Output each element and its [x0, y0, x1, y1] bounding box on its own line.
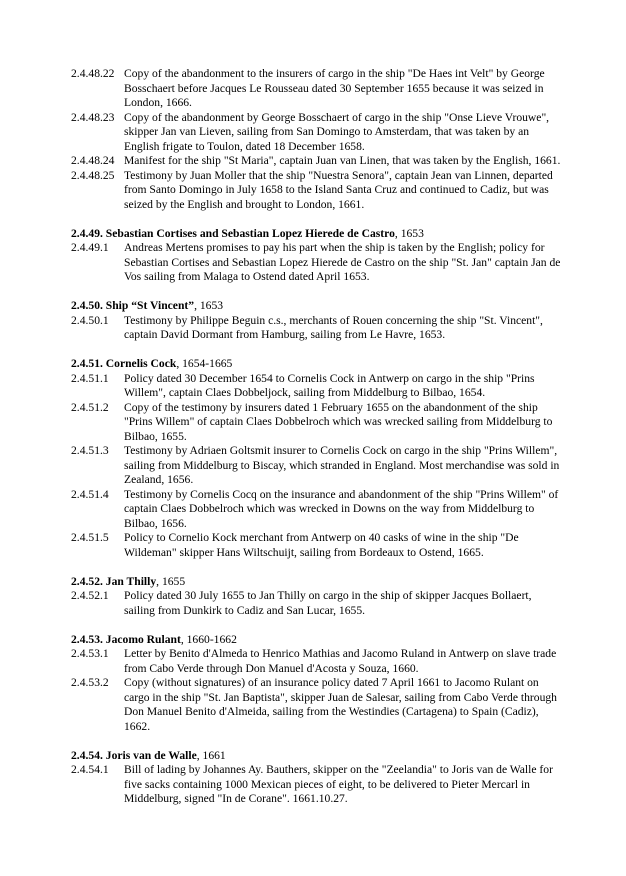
section-years: , 1660-1662 [180, 632, 237, 646]
section-2-4-52 [71, 575, 563, 619]
section-title: 2.4.54. Joris van de Walle [71, 748, 197, 762]
section-heading [71, 749, 563, 764]
section-title: 2.4.51. Cornelis Cock [71, 357, 177, 370]
continuation-block [71, 67, 563, 212]
entry-text: Manifest for the ship "St Maria", captain Juan van Linen, that was taken by the English, 1661. [124, 154, 561, 167]
section-2-4-49 [71, 227, 563, 285]
entry-row [71, 676, 563, 734]
section-heading [71, 299, 563, 314]
entry-text: Andreas Mertens promises to pay his part when the ship is taken by the English; policy for Sebastian Cortises and Sebastian Lopez Hierede de Castro on the ship "St. Jan" captain Jan de Vos sailing from Malaga to Ostend dated April 1653. [124, 241, 561, 283]
section-title: 2.4.52. Jan Thilly [71, 574, 157, 588]
entry-code: 2.4.51.1 [71, 371, 109, 385]
entry-code: 2.4.51.3 [71, 444, 109, 457]
section-2-4-53 [71, 633, 563, 735]
entry-row [71, 647, 563, 676]
section-heading [71, 633, 563, 648]
entry-code: 2.4.54.1 [71, 763, 109, 776]
section-heading [71, 575, 563, 590]
entry-text: Copy of the abandonment to the insurers of cargo in the ship "De Haes int Velt" by George Bosschaert before Jacques Le Rousseau dated 30 September 1655 because it was seized in London, 1666. [124, 67, 545, 109]
document-page [71, 67, 563, 807]
section-title: 2.4.50. Ship “St Vincent” [71, 299, 195, 312]
entry-text: Policy dated 30 July 1655 to Jan Thilly on cargo in the ship of skipper Jacques Bollaert, sailing from Dunkirk to Cadiz and San Lucar, 1655. [124, 589, 532, 617]
section-heading [71, 357, 563, 372]
entry-row [71, 169, 563, 213]
entry-text: Testimony by Cornelis Cocq on the insurance and abandonment of the ship "Prins Willem" of captain Claes Dobbelroch which was wrecked in Downs on the way from Middelburg to Bilbao, 1656. [124, 487, 559, 530]
section-years: , 1654-1665 [176, 357, 233, 370]
section-years: , 1653 [394, 226, 424, 240]
entry-row [71, 488, 563, 532]
entry-text: Testimony by Philippe Beguin c.s., merchants of Rouen concerning the ship "St. Vincent", captain David Dormant from Hamburg, sailing from Le Havre, 1653. [124, 313, 543, 341]
section-heading [71, 227, 563, 242]
section-2-4-51 [71, 357, 563, 560]
entry-row [71, 531, 563, 560]
entry-text: Policy dated 30 December 1654 to Cornelis Cock in Antwerp on cargo in the ship "Prins Willem", captain Claes Dobbeljock, sailing from Middelburg to Bilbao, 1654. [124, 371, 535, 399]
entry-row [71, 589, 563, 618]
entry-code: 2.4.53.2 [71, 676, 109, 689]
entry-code: 2.4.53.1 [71, 647, 109, 660]
section-2-4-54 [71, 749, 563, 807]
entry-code: 2.4.48.24 [71, 154, 115, 167]
entry-row [71, 314, 563, 343]
entry-code: 2.4.51.2 [71, 400, 109, 414]
entry-code: 2.4.49.1 [71, 241, 109, 254]
entry-code: 2.4.52.1 [71, 589, 109, 602]
section-title: 2.4.49. Sebastian Cortises and Sebastian Lopez Hierede de Castro [71, 226, 395, 240]
entry-code: 2.4.51.4 [71, 487, 109, 501]
section-years: , 1655 [156, 574, 186, 588]
entry-code: 2.4.48.25 [71, 168, 115, 182]
entry-row [71, 401, 563, 445]
entry-row [71, 372, 563, 401]
entry-code: 2.4.48.23 [71, 110, 115, 124]
entry-text: Copy of the abandonment by George Bosschaert of cargo in the ship "Onse Lieve Vrouwe", skipper Jan van Lieven, sailing from San Domingo to Amsterdam, that was taken by an English frigate to Toulon, dated 18 December 1658. [124, 110, 550, 153]
entry-text: Testimony by Adriaen Goltsmit insurer to Cornelis Cock on cargo in the ship "Prins Willem", sailing from Middelburg to Biscay, which stranded in England. Most merchandise was sold in Zealand, 1656. [124, 444, 560, 486]
section-years: , 1661 [196, 748, 226, 762]
entry-row [71, 67, 563, 111]
section-2-4-50 [71, 299, 563, 343]
entry-text: Policy to Cornelio Kock merchant from Antwerp on 40 casks of wine in the ship "De Wildeman" skipper Hans Wiltschuijt, sailing from Bordeaux to Ostend, 1665. [124, 531, 519, 559]
entry-row [71, 763, 563, 807]
entry-code: 2.4.50.1 [71, 313, 109, 327]
entry-row [71, 444, 563, 488]
entry-code: 2.4.48.22 [71, 67, 115, 80]
entry-text: Copy of the testimony by insurers dated 1 February 1655 on the abandonment of the ship "Prins Willem" of captain Claes Dobbelroch which was wrecked sailing from Middelburg to Bilbao, 1655. [124, 400, 553, 443]
entry-code: 2.4.51.5 [71, 531, 109, 544]
entry-text: Letter by Benito d'Almeda to Henrico Mathias and Jacomo Ruland in Antwerp on slave trade from Cabo Verde through Don Manuel d'Acosta y Souza, 1660. [124, 647, 557, 675]
entry-row [71, 241, 563, 285]
entry-row [71, 154, 563, 169]
entry-row [71, 111, 563, 155]
entry-text: Testimony by Juan Moller that the ship "Nuestra Senora", captain Jean van Linnen, departed from Santo Domingo in July 1658 to the Island Santa Cruz and continued to Cadiz, but was seized by the English and brought to London, 1661. [124, 168, 553, 211]
section-years: , 1653 [194, 299, 224, 312]
entry-text: Bill of lading by Johannes Ay. Bauthers, skipper on the "Zeelandia" to Joris van de Walle for five sacks containing 1000 Mexican pieces of eight, to be delivered to Pieter Mercarl in Middelburg, signed "In de Corane". 1661.10.27. [124, 763, 553, 805]
entry-text: Copy (without signatures) of an insurance policy dated 7 April 1661 to Jacomo Rulant on cargo in the ship "St. Jan Baptista", skipper Juan de Salesar, sailing from Cabo Verde through Don Manuel Benito d'Almeida, sailing from the Westindies (Cartagena) to Spain (Cadiz), 1662. [124, 676, 557, 733]
section-title: 2.4.53. Jacomo Rulant [71, 632, 181, 646]
